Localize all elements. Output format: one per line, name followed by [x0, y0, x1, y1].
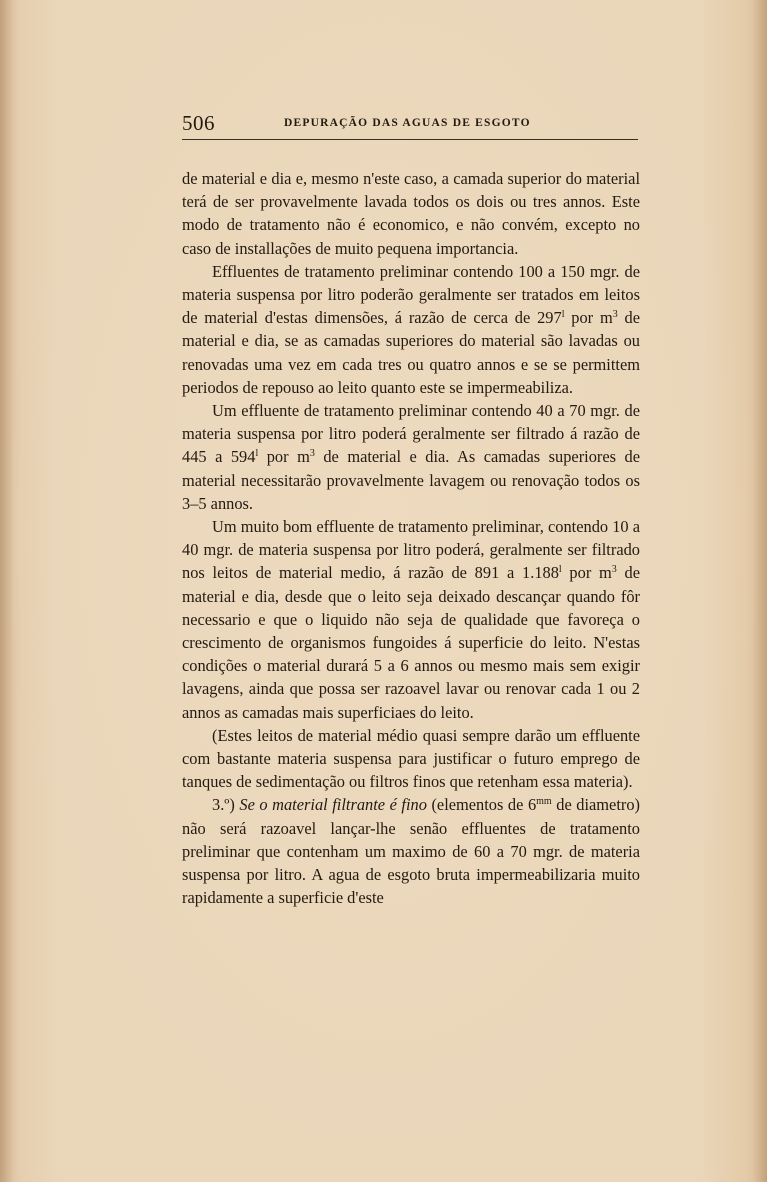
page-number: 506: [182, 111, 215, 135]
paragraph-1: de material e dia e, mesmo n'este caso, a camada superior do material terá de ser provavelmente lavada todos os dois ou tres annos. Este modo de tratamento não é economico, e não convém, excepto no caso de installações de muito pequena importancia.: [182, 169, 640, 258]
paragraph-2: Effluentes de tratamento preliminar contendo 100 a 150 mgr. de materia suspensa por litro poderão geralmente ser tratados em leitos de material d'estas dimensões, á razão de cerca de 297$^l$ por $m^3$ de material e dia, se as camadas superiores do material são lavadas ou renovadas uma vez em cada tres ou quatro annos e se se permittem periodos de repouso ao leito quanto este se impermeabiliza.: [182, 261, 641, 397]
paragraph-3: Um effluente de tratamento preliminar contendo 40 a 70 mgr. de materia suspensa por litro poderá geralmente ser filtrado á razão de 445 a 594$^l$ por $m^3$ de material e dia. As camadas superiores de material necessitarão provavelmente lavagem ou renovação todos os 3–5 annos.: [182, 401, 640, 513]
left-edge-stain: [0, 0, 14, 1182]
running-title: DEPURAÇÃO DAS AGUAS DE ESGOTO: [284, 117, 531, 129]
right-edge-stain: [753, 0, 767, 1182]
body-text: [182, 167, 640, 910]
paragraph-4: Um muito bom effluente de tratamento preliminar, contendo 10 a 40 mgr. de materia suspensa por litro poderá, geralmente ser filtrado nos leitos de material medio, á razão de 891 a 1.188$^l$ por $m^3$ de material e dia, desde que o leito seja deixado descançar quando fôr necessario e que o liquido não seja de qualidade que favoreça o crescimento de organismos fungoides á superficie do leito. N'estas condições o material durará 5 a 6 annos ou mesmo mais sem exigir lavagens, ainda que possa ser razoavel lavar ou renovar cada 1 ou 2 annos as camadas mais superficiaes do leito.: [182, 517, 640, 722]
paragraph-6: 3.º) Se o material filtrante é fino (elementos de $6^{mm}$ de diametro) não será razoavel lançar-lhe senão effluentes de tratamento preliminar que contenham um maximo de 60 a 70 mgr. de materia suspensa por litro. A agua de esgoto bruta impermeabilizaria muito rapidamente a superficie d'este: [182, 795, 640, 908]
page-header: [182, 110, 638, 136]
paragraph-5: (Estes leitos de material médio quasi sempre darão um effluente com bastante materia suspensa para justificar o futuro emprego de tanques de sedimentação ou filtros finos que retenham essa materia).: [182, 725, 640, 792]
header-rule: [182, 139, 638, 140]
